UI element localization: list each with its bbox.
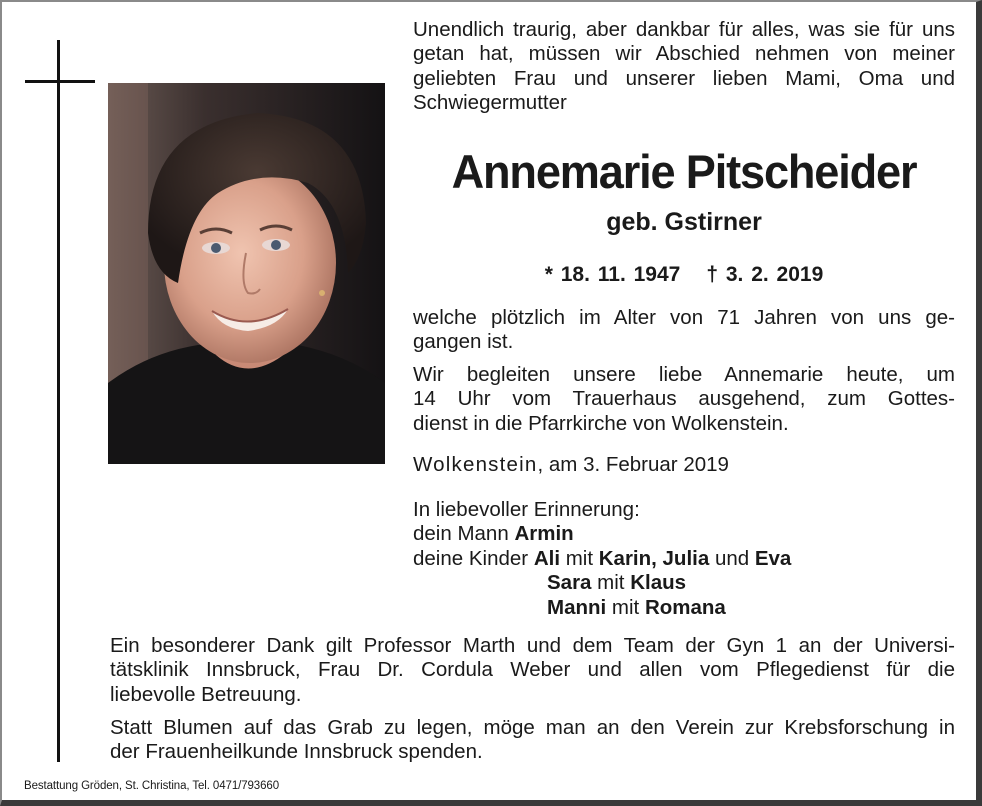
life-dates bbox=[413, 262, 955, 288]
mourner-connector: und bbox=[709, 546, 755, 570]
mourner-connector: mit bbox=[591, 571, 631, 595]
intro-text: Unendlich traurig, aber dankbar für alles, was sie für uns getan hat, müssen wir Abschied nehmen von meiner geliebten Frau und unserer lieben Mami, Oma und Schwiegermutter bbox=[413, 18, 955, 115]
death-circumstance-line: gangen ist. bbox=[413, 330, 514, 354]
death-date: † 3. 2. 2019 bbox=[706, 263, 824, 286]
deceased-name: Annemarie Pitscheider bbox=[451, 145, 917, 198]
cross-icon-horizontal bbox=[25, 80, 95, 83]
mourner-child bbox=[413, 596, 955, 620]
mourner-children bbox=[413, 547, 955, 571]
mourner-child bbox=[413, 571, 955, 595]
thanks-line: Ein besonderer Dank gilt Professor Marth und dem Team der Gyn 1 an der Universi- bbox=[110, 634, 955, 657]
place-date bbox=[413, 453, 955, 477]
mourner-label: dein Mann bbox=[413, 522, 515, 546]
mourner-name: Armin bbox=[514, 522, 574, 546]
place-town: Wolkenstein bbox=[413, 453, 538, 476]
mourner-name: Eva bbox=[754, 546, 792, 570]
death-circumstance-text bbox=[413, 306, 955, 355]
memory-heading: In liebevoller Erinnerung: bbox=[413, 498, 640, 521]
cross-icon-vertical bbox=[57, 40, 60, 762]
thanks-line: tätsklinik Innsbruck, Frau Dr. Cordula Weber und allen vom Pflegedienst für die bbox=[110, 658, 955, 682]
donation-text bbox=[110, 716, 955, 765]
mourner-husband bbox=[413, 522, 955, 546]
mourner-name: Sara bbox=[547, 571, 592, 595]
mourner-name: Manni bbox=[547, 595, 607, 619]
mourners-list bbox=[413, 498, 955, 620]
birth-name: geb. Gstirner bbox=[606, 208, 762, 236]
mourner-name: Karin, Julia bbox=[598, 546, 710, 570]
donation-line: Statt Blumen auf das Grab zu legen, möge man an den Verein zur Krebsforschung in bbox=[110, 716, 955, 739]
funeral-info-line: 14 Uhr vom Trauerhaus ausgehend, zum Gottes- bbox=[413, 387, 955, 411]
mourner-label: deine Kinder bbox=[413, 546, 534, 570]
funeral-info-line: dienst in die Pfarrkirche von Wolkenstein. bbox=[413, 411, 789, 435]
funeral-info-text bbox=[413, 363, 955, 436]
mourner-name: Romana bbox=[644, 595, 726, 619]
mourner-name: Ali bbox=[533, 546, 561, 570]
thanks-text bbox=[110, 634, 955, 707]
mourner-name: Klaus bbox=[630, 571, 687, 595]
funeral-info-line: Wir begleiten unsere liebe Annemarie heute, um bbox=[413, 363, 955, 386]
birth-date: * 18. 11. 1947 bbox=[544, 263, 681, 286]
portrait-photo bbox=[108, 83, 385, 464]
mourner-connector: mit bbox=[560, 546, 599, 570]
donation-line: der Frauenheilkunde Innsbruck spenden. bbox=[110, 740, 483, 764]
mourner-connector: mit bbox=[606, 595, 645, 619]
place-date-text: , am 3. Februar 2019 bbox=[537, 453, 729, 476]
death-circumstance-line: welche plötzlich im Alter von 71 Jahren von uns ge- bbox=[413, 306, 955, 329]
funeral-home-footer: Bestattung Gröden, St. Christina, Tel. 0471/793660 bbox=[24, 780, 279, 792]
thanks-line: liebevolle Betreuung. bbox=[110, 682, 302, 706]
